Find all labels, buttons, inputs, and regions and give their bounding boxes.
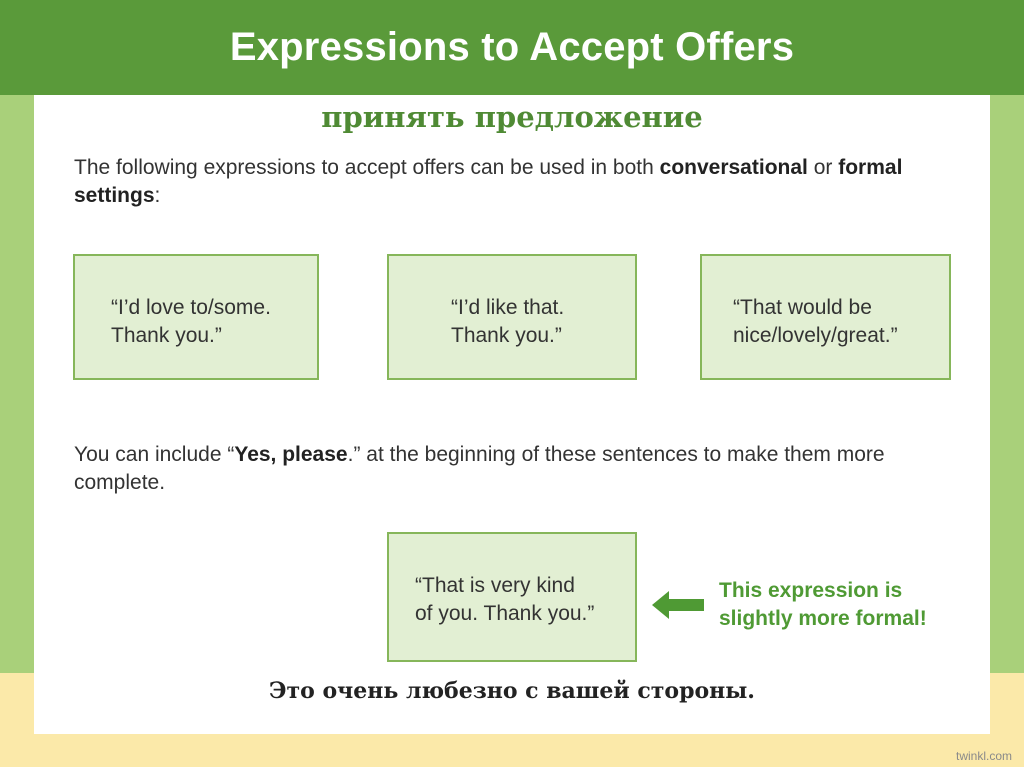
title-bar <box>0 0 1024 95</box>
intro-bold-formal-settings: formal settings <box>74 156 903 207</box>
formal-expression-box <box>387 532 637 662</box>
expression-text: “I’d like that. Thank you.” <box>451 296 565 347</box>
tip-text-end: .” at the beginning of these sentences to make them more complete. <box>74 443 885 494</box>
tip-text-start: You can include “ <box>74 443 235 466</box>
expression-box-1 <box>73 254 319 380</box>
russian-translation: Это очень любезно с вашей стороны. <box>269 678 755 704</box>
intro-paragraph <box>74 154 934 210</box>
left-green-border <box>0 95 34 673</box>
left-arrow-icon <box>652 590 706 620</box>
intro-text-mid: or <box>807 156 839 179</box>
expression-text: “I’d love to/some. Thank you.” <box>111 296 271 347</box>
brand-watermark: twinkl.com <box>955 749 1012 763</box>
formal-note: This expression is slightly more formal! <box>719 579 927 630</box>
russian-subtitle: принять предложение <box>321 100 703 134</box>
expression-text: “That would be nice/lovely/great.” <box>733 296 898 347</box>
slide-title: Expressions to Accept Offers <box>229 25 795 69</box>
expression-box-2 <box>387 254 637 380</box>
formal-expression-text: “That is very kind of you. Thank you.” <box>415 574 595 625</box>
tip-bold-yes-please: Yes, please <box>234 443 348 466</box>
expression-box-3 <box>700 254 951 380</box>
right-green-border <box>990 95 1024 673</box>
intro-text-start: The following expressions to accept offers can be used in both <box>74 156 660 179</box>
intro-bold-conversational: conversational <box>659 156 808 179</box>
intro-text-end: : <box>154 184 161 207</box>
tip-paragraph <box>74 441 934 497</box>
